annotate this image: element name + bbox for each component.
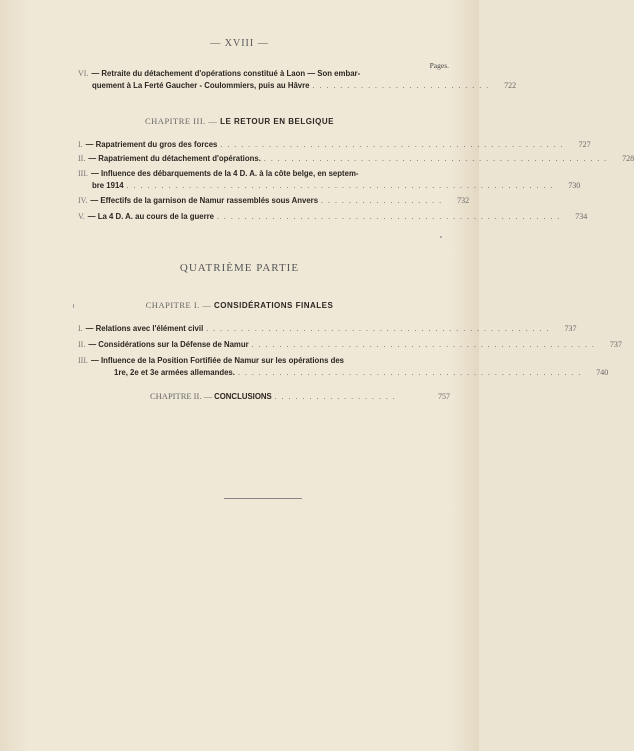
entry-page: 732 [457,196,470,205]
part-title: QUATRIÈME PARTIE [179,262,300,274]
entry-number: III. [78,356,88,365]
entry-page: 757 [438,392,450,401]
toc-entry [78,323,577,336]
entry-text: — Considérations sur la Défense de Namur [88,340,249,349]
entry-text: — Rapatriement du détachement d'opérations. [88,154,261,163]
entry-page: 728 [622,154,634,163]
entry-page: 737 [609,340,622,349]
entry-number: II. [78,154,86,163]
dot-leader: .............................................................. [126,183,558,190]
entry-number: IV. [78,196,88,205]
dot-leader: .................................................. [216,214,565,221]
entry-page: 727 [578,140,591,149]
entry-page: 740 [596,368,609,377]
entry-text: — Influence de la Position Fortifiée de Namur sur les opérations des [91,356,345,365]
entry-text-continued: bre 1914 [92,181,124,190]
dot-leader: .................................................. [263,156,612,163]
dot-leader: .................................................. [251,342,599,349]
entry-number: II. [78,340,86,349]
chapter-title: CONCLUSIONS [214,392,272,401]
chapter-1-heading [0,300,479,310]
dot-leader: .......................... [312,83,494,90]
toc-entry-vi [78,68,517,93]
entry-number: III. [78,169,88,178]
closing-rule [224,498,302,499]
dot-leader: .................. [321,198,447,205]
paper-speck [73,304,74,308]
toc-entry [78,168,581,193]
entry-text-continued: 1re, 2e et 3e armées allemandes. [114,368,235,377]
entry-page: 722 [504,81,517,90]
paper-speck [440,236,442,238]
chapter-title: LE RETOUR EN BELGIQUE [220,117,334,126]
entry-page: 737 [564,324,577,333]
entry-text: — Relations avec l'élément civil [85,324,204,333]
entry-text: — Rapatriement du gros des forces [85,140,218,149]
entry-number: VI. [78,69,89,78]
chapter-2-heading [150,390,450,404]
chapter-title: CONSIDÉRATIONS FINALES [214,301,334,310]
running-head: — XVIII — [210,38,269,49]
toc-entry [78,355,609,380]
chapter-label: CHAPITRE II. — [150,391,213,401]
entry-text: — Effectifs de la garnison de Namur rassemblés sous Anvers [90,196,319,205]
toc-entry [78,139,591,152]
entry-text: — Influence des débarquements de la 4 D. A. à la côte belge, en septem- [91,169,359,178]
entry-number: V. [78,212,85,221]
entry-page: 730 [568,181,581,190]
chapter-label: CHAPITRE III. — [145,116,218,126]
dot-leader: .................. [274,394,400,401]
chapter-3-heading [0,116,479,126]
toc-entry [78,153,634,166]
entry-text: — Retraite du détachement d'opérations constitué à Laon — Son embar- [91,69,361,78]
toc-entry [78,339,622,352]
entry-text: — La 4 D. A. au cours de la guerre [87,212,214,221]
entry-page: 734 [575,212,588,221]
dot-leader: .................................................. [206,326,554,333]
entry-text-continued: quement à La Ferté Gaucher - Coulommiers, puis au Hâvre [92,81,310,90]
dot-leader: .................................................. [220,142,568,149]
entry-number: I. [78,140,83,149]
toc-entry [78,195,470,208]
entry-number: I. [78,324,83,333]
toc-entry [78,211,588,224]
pages-column-label: Pages. [429,61,449,70]
chapter-label: CHAPITRE I. — [145,300,212,310]
dot-leader: .................................................. [237,370,586,377]
